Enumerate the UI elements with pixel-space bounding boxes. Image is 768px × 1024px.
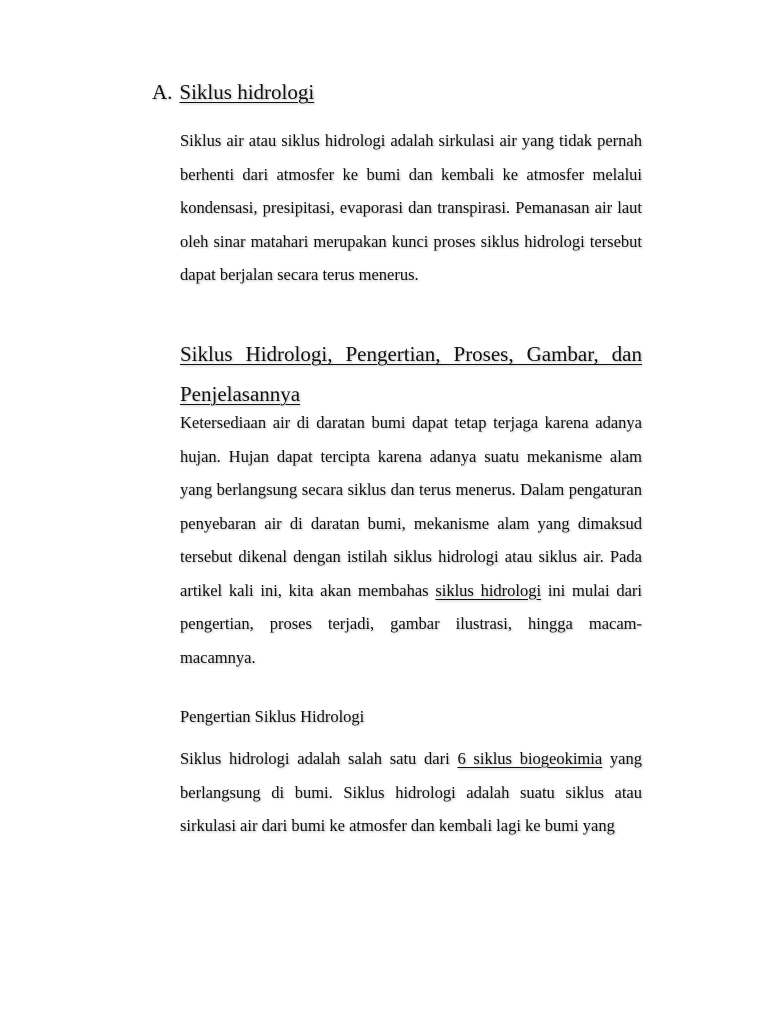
siklus-biogeokimia-link[interactable]: 6 siklus biogeokimia [457, 749, 603, 768]
section-heading [152, 78, 314, 106]
article-subheading [180, 334, 642, 414]
paragraph-pengertian-text-a: Siklus hidrologi adalah salah satu dari [180, 749, 458, 768]
pengertian-heading: Pengertian Siklus Hidrologi [180, 707, 365, 726]
paragraph-pengertian [180, 742, 642, 843]
paragraph-introduction-text-b: ini mulai dari pengertian, proses terjadi, gambar ilustrasi, hingga macam-macamnya. [180, 580, 642, 667]
section-title: Siklus hidrologi [179, 80, 315, 104]
paragraph-introduction-text-a: Ketersediaan air di daratan bumi dapat tetap terjaga karena adanya hujan. Hujan dapat tercipta karena adanya suatu mekanisme alam yang berlangsung secara siklus dan terus menerus. Dalam pengaturan penyebaran air di daratan bumi, mekanisme alam yang dimaksud tersebut dikenal dengan istilah siklus hidrologi atau siklus air. Pada artikel kali ini, kita akan membahas [180, 413, 642, 600]
paragraph-definition: Siklus air atau siklus hidrologi adalah sirkulasi air yang tidak pernah berhenti dari atmosfer ke bumi dan kembali ke atmosfer melalui kondensasi, presipitasi, evaporasi dan transpirasi. Pemanasan air laut oleh sinar matahari merupakan kunci proses siklus hidrologi tersebut dapat berjalan secara terus menerus. [180, 131, 642, 284]
article-subheading-text: Siklus Hidrologi, Pengertian, Proses, Gambar, dan Penjelasannya [180, 342, 642, 406]
siklus-hidrologi-link[interactable]: siklus hidrologi [435, 580, 542, 600]
paragraph-pengertian-text-b: yang berlangsung di bumi. Siklus hidrologi adalah suatu siklus atau sirkulasi air dari bumi ke atmosfer dan kembali lagi ke bumi yang [180, 749, 643, 835]
paragraph-introduction [180, 406, 642, 674]
section-number: A. [152, 80, 173, 104]
